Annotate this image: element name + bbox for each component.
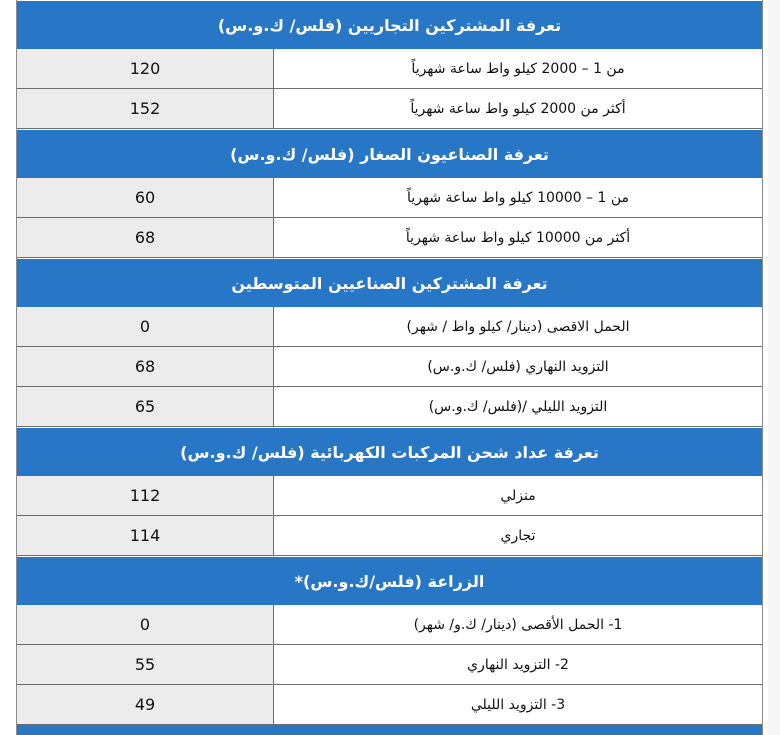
label-cell: من 1 – 2000 كيلو واط ساعة شهرياً <box>274 49 762 88</box>
label-cell: التزويد النهاري (فلس/ ك.و.س) <box>274 347 762 386</box>
label-cell: التزويد الليلي /(فلس/ ك.و.س) <box>274 387 762 426</box>
label-cell: منزلي <box>274 476 762 515</box>
value-cell: 68 <box>17 347 274 386</box>
value-cell: 152 <box>17 89 274 128</box>
label-cell: 3- التزويد الليلي <box>274 685 762 724</box>
section-header-medium-industrial: تعرفة المشتركين الصناعيين المتوسطين <box>17 258 762 307</box>
section-header-small-industrial: تعرفة الصناعيون الصغار (فلس/ ك.و.س) <box>17 129 762 178</box>
value-cell: 55 <box>17 645 274 684</box>
label-cell: أكثر من 10000 كيلو واط ساعة شهرياً <box>274 218 762 257</box>
value-cell: 114 <box>17 516 274 555</box>
value-cell: 68 <box>17 218 274 257</box>
table-row <box>17 218 762 258</box>
table-row <box>17 476 762 516</box>
value-cell: 120 <box>17 49 274 88</box>
page-edge <box>768 0 780 735</box>
section-header-agriculture: الزراعة (فلس/ك.و.س)* <box>17 556 762 605</box>
next-section-header-edge <box>17 725 762 735</box>
table-row <box>17 645 762 685</box>
label-cell: الحمل الاقصى (دينار/ كيلو واط / شهر) <box>274 307 762 346</box>
table-row <box>17 387 762 427</box>
label-cell: أكثر من 2000 كيلو واط ساعة شهرياً <box>274 89 762 128</box>
table-row <box>17 307 762 347</box>
section-header-ev-charging: تعرفة عداد شحن المركبات الكهربائية (فلس/ ك.و.س) <box>17 427 762 476</box>
label-cell: 2- التزويد النهاري <box>274 645 762 684</box>
label-cell: من 1 – 10000 كيلو واط ساعة شهرياً <box>274 178 762 217</box>
value-cell: 49 <box>17 685 274 724</box>
value-cell: 0 <box>17 307 274 346</box>
table-row <box>17 516 762 556</box>
table-row <box>17 49 762 89</box>
section-header-commercial: تعرفة المشتركين التجاريين (فلس/ ك.و.س) <box>17 0 762 49</box>
value-cell: 0 <box>17 605 274 644</box>
label-cell: 1- الحمل الأقصى (دينار/ ك.و/ شهر) <box>274 605 762 644</box>
table-row <box>17 605 762 645</box>
table-row <box>17 89 762 129</box>
table-row <box>17 347 762 387</box>
value-cell: 60 <box>17 178 274 217</box>
table-row <box>17 178 762 218</box>
table-row <box>17 685 762 725</box>
tariff-table <box>16 0 763 735</box>
value-cell: 65 <box>17 387 274 426</box>
value-cell: 112 <box>17 476 274 515</box>
label-cell: تجاري <box>274 516 762 555</box>
